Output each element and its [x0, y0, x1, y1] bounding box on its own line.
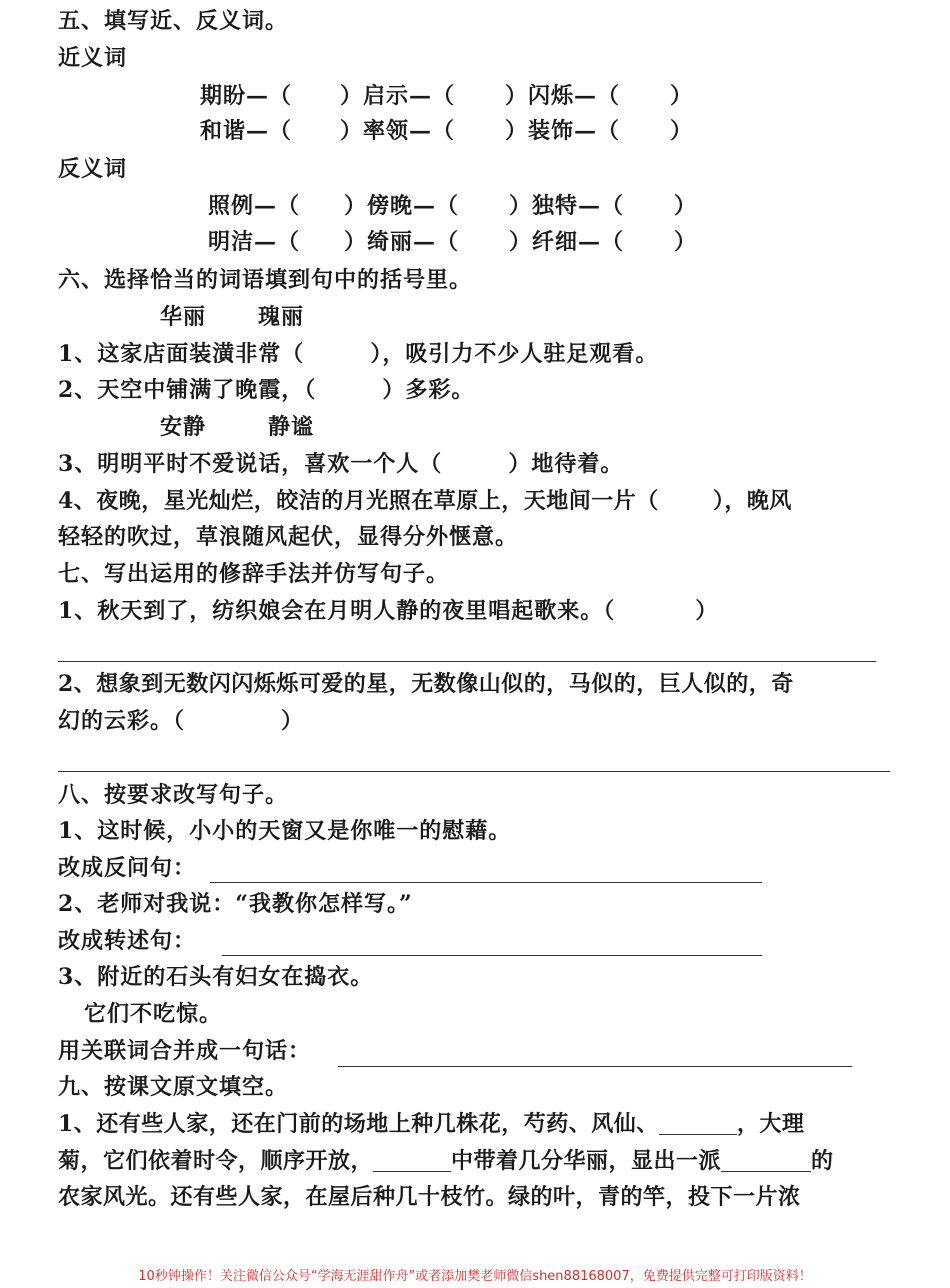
question-text: ）地待着。 — [508, 451, 624, 477]
fill-blank[interactable] — [721, 1149, 811, 1172]
question-text: 1、秋天到了，纺织娘会在月明人静的夜里唱起歌来。（ — [58, 598, 616, 624]
synonym-item: ）装饰—（ — [505, 118, 621, 144]
word-choices-2 — [160, 412, 314, 442]
question-text: 2、天空中铺满了晚霞，（ — [58, 377, 317, 403]
synonym-item: ） — [670, 118, 694, 144]
answer-line[interactable] — [58, 771, 890, 772]
s8-q3-label: 用关联词合并成一句话： — [58, 1038, 312, 1064]
antonym-item: ） — [674, 229, 698, 255]
antonym-item: 照例—（ — [208, 193, 301, 219]
answer-line[interactable] — [210, 882, 762, 883]
s9-line-1 — [58, 1109, 804, 1139]
synonym-row-1 — [200, 81, 693, 111]
question-text: ）多彩。 — [382, 377, 475, 403]
passage-text: 的 — [811, 1148, 834, 1174]
passage-text: 1、还有些人家，还在门前的场地上种几株花，芍药、风仙、 — [58, 1111, 659, 1137]
question-text: ） — [281, 708, 305, 734]
s9-line-2 — [58, 1146, 834, 1176]
word-choice: 静谧 — [268, 414, 315, 440]
s8-q2-label: 改成转述句： — [58, 928, 197, 954]
answer-line[interactable] — [58, 661, 876, 662]
question-text: 3、明明平时不爱说话，喜欢一个人（ — [58, 451, 443, 477]
question-text: 1、这家店面装潢非常（ — [58, 341, 305, 367]
question-text: ），吸引力不少人驻足观看。 — [370, 341, 659, 367]
word-choice: 华丽 — [160, 304, 207, 330]
antonym-item: ） — [674, 193, 698, 219]
s6-question-1 — [58, 339, 658, 369]
answer-line[interactable] — [338, 1066, 852, 1067]
synonym-item: ）率领—（ — [340, 118, 456, 144]
synonym-item: ） — [670, 83, 694, 109]
s8-question-2: 2、老师对我说：“我教你怎样写。” — [58, 891, 413, 917]
s8-q1-label: 改成反问句： — [58, 855, 197, 881]
synonym-item: 和谐—（ — [200, 118, 293, 144]
question-text: ），晚风 — [712, 488, 792, 514]
s7-question-2: 2、想象到无数闪闪烁烁可爱的星，无数像山似的，马似的，巨人似的，奇 — [58, 671, 794, 697]
word-choices-1 — [160, 302, 304, 332]
word-choice: 安静 — [160, 414, 207, 440]
s6-question-2 — [58, 375, 474, 405]
antonym-label: 反义词 — [58, 156, 128, 182]
section-8-heading: 八、按要求改写句子。 — [58, 782, 289, 808]
antonym-item: ）绮丽—（ — [344, 229, 460, 255]
passage-text: 中带着几分华丽，显出一派 — [451, 1148, 722, 1174]
section-5-heading: 五、填写近、反义词。 — [58, 8, 289, 34]
s8-question-3-b: 它们不吃惊。 — [84, 1001, 223, 1027]
synonym-row-2 — [200, 116, 693, 146]
synonym-item: 期盼—（ — [200, 83, 293, 109]
passage-text: ，大理 — [736, 1111, 805, 1137]
footer-promo: 10秒钟操作！关注微信公众号“学海无涯甜作舟”或者添加樊老师微信shen88168007，免费提供完整可打印版资料！ — [138, 1269, 812, 1284]
word-choice: 瑰丽 — [258, 304, 305, 330]
antonym-item: 明洁—（ — [208, 229, 301, 255]
fill-blank[interactable] — [659, 1112, 737, 1135]
s7-question-2-cont — [58, 706, 304, 736]
s6-question-4-cont: 轻轻的吹过，草浪随风起伏，显得分外惬意。 — [58, 524, 519, 550]
answer-line[interactable] — [222, 955, 762, 956]
question-text: 幻的云彩。（ — [58, 708, 186, 734]
s7-question-1 — [58, 596, 718, 626]
s6-question-3 — [58, 449, 623, 479]
s6-question-4 — [58, 486, 792, 516]
section-6-heading: 六、选择恰当的词语填到句中的括号里。 — [58, 267, 473, 293]
synonym-item: ）启示—（ — [340, 83, 456, 109]
question-text: ） — [695, 598, 719, 624]
antonym-item: ）傍晚—（ — [344, 193, 460, 219]
s8-question-1: 1、这时候，小小的天窗又是你唯一的慰藉。 — [58, 818, 512, 844]
antonym-row-2 — [208, 227, 697, 257]
synonym-item: ）闪烁—（ — [505, 83, 621, 109]
antonym-row-1 — [208, 191, 697, 221]
synonym-label: 近义词 — [58, 45, 128, 71]
fill-blank[interactable] — [373, 1149, 451, 1172]
s9-line-3: 农家风光。还有些人家，在屋后种几十枝竹。绿的叶，青的竿，投下一片浓 — [58, 1184, 801, 1210]
antonym-item: ）纤细—（ — [509, 229, 625, 255]
section-7-heading: 七、写出运用的修辞手法并仿写句子。 — [58, 561, 450, 587]
passage-text: 菊，它们依着时令，顺序开放， — [58, 1148, 374, 1174]
section-9-heading: 九、按课文原文填空。 — [58, 1074, 289, 1100]
antonym-item: ）独特—（ — [509, 193, 625, 219]
question-text: 4、夜晚，星光灿烂，皎洁的月光照在草原上，天地间一片（ — [58, 488, 659, 514]
s8-question-3: 3、附近的石头有妇女在捣衣。 — [58, 964, 374, 990]
